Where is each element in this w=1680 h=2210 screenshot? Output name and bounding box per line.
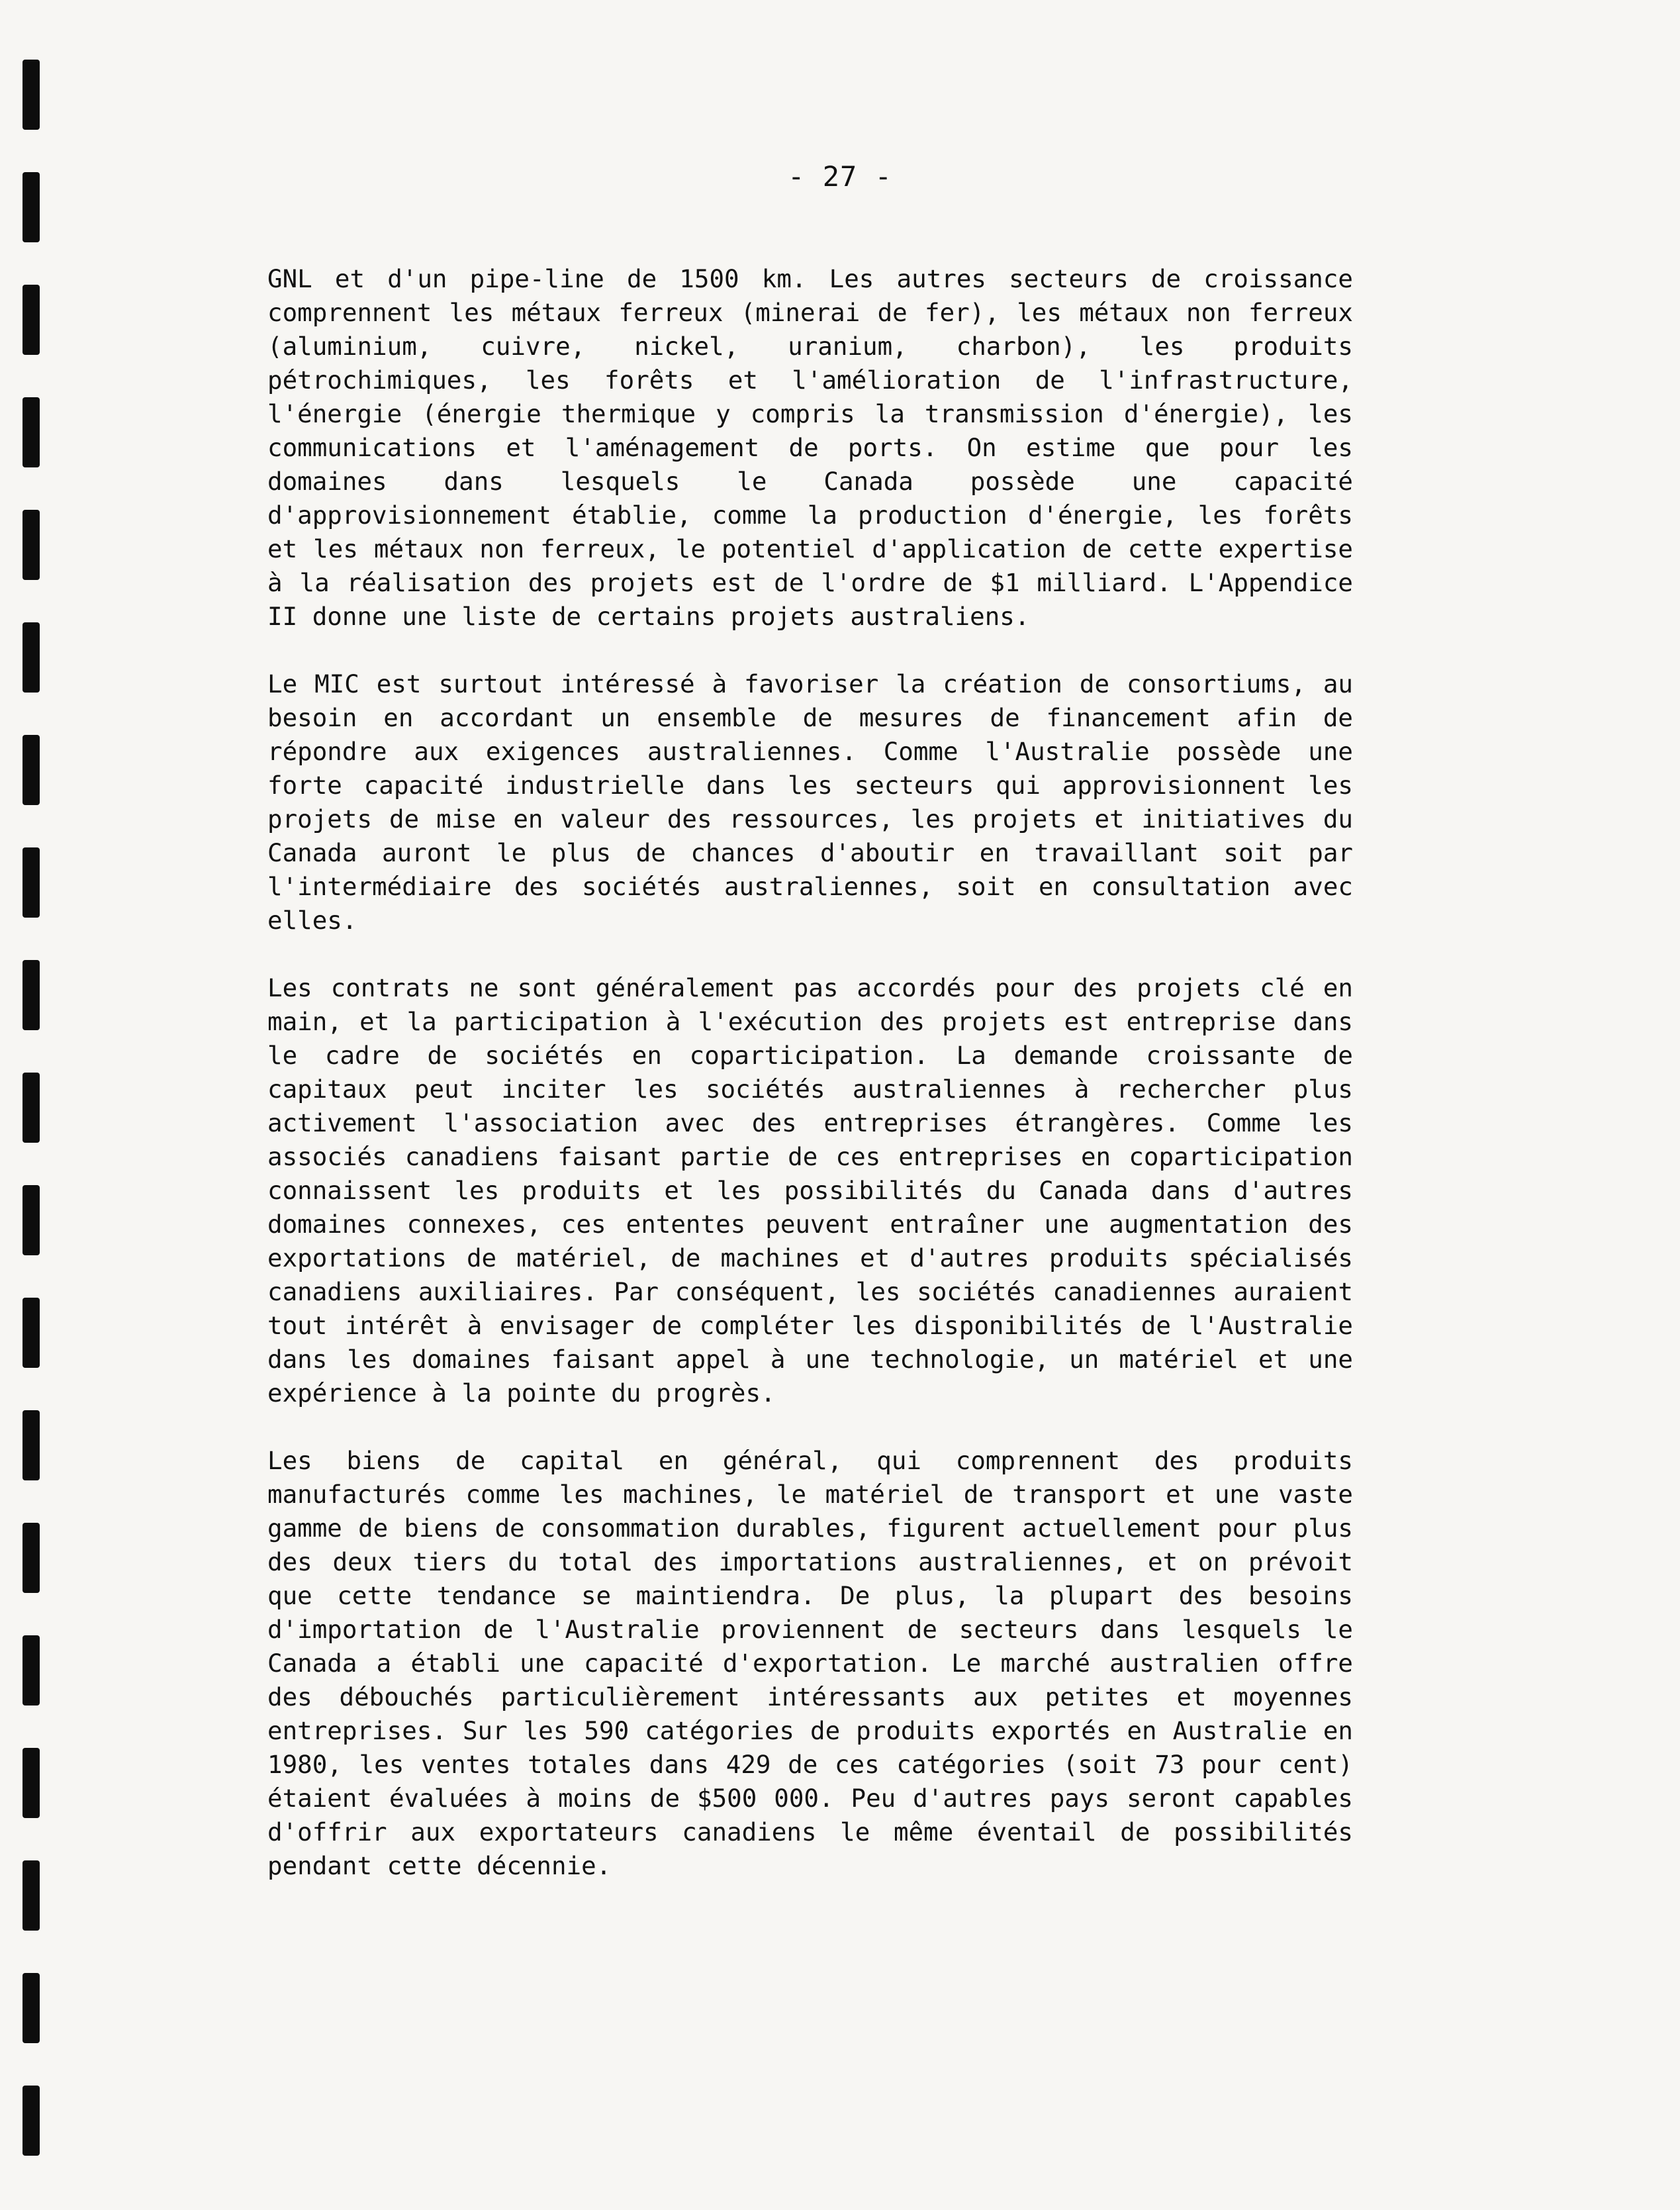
page-number: - 27 - xyxy=(788,160,892,193)
binding-hole xyxy=(23,1073,40,1143)
binding-hole xyxy=(23,847,40,918)
document-body xyxy=(267,262,1353,1883)
paragraph-mic-consortiums: Le MIC est surtout intéressé à favoriser la création de consortiums, au besoin en accordant un ensemble de mesures de financement afin de répondre aux exigences australiennes. Comme l'Australie possède une forte capacité industrielle dans les secteurs qui approvisionnent les projets de mise en valeur des ressources, les projets et initiatives du Canada auront le plus de chances d'aboutir en travaillant soit par l'intermédiaire des sociétés australiennes, soit en consultation avec elles. xyxy=(267,669,1353,935)
binding-hole xyxy=(23,622,40,693)
paragraph-contracts: Les contrats ne sont généralement pas accordés pour des projets clé en main, et la participation à l'exécution des projets est entreprise dans le cadre de sociétés en coparticipation. La demande croissante de capitaux peut inciter les sociétés australiennes à rechercher plus activement l'association avec des entreprises étrangères. Comme les associés canadiens faisant partie de ces entreprises en coparticipation connaissent les produits et les possibilités du Canada dans d'autres domaines connexes, ces ententes peuvent entraîner une augmentation des exportations de matériel, de machines et d'autres produits spécialisés canadiens auxiliaires. Par conséquent, les sociétés canadiennes auraient tout intérêt à envisager de compléter les disponibilités de l'Australie dans les domaines faisant appel à une technologie, un matériel et une expérience à la pointe du progrès. xyxy=(267,973,1353,1408)
binding-hole xyxy=(23,735,40,805)
binding-hole xyxy=(23,1298,40,1368)
binding-hole xyxy=(23,960,40,1030)
binding-hole xyxy=(23,1523,40,1593)
binding-hole xyxy=(23,510,40,580)
binding-hole xyxy=(23,1410,40,1480)
binding-hole xyxy=(23,397,40,467)
binding-hole xyxy=(23,1973,40,2043)
paragraph-resource-sectors: GNL et d'un pipe-line de 1500 km. Les autres secteurs de croissance comprennent les métaux ferreux (minerai de fer), les métaux non ferreux (aluminium, cuivre, nickel, uranium, charbon), les produits pétrochimiques, les forêts et l'amélioration de l'infrastructure, l'énergie (énergie thermique y compris la transmission d'énergie), les communications et l'aménagement de ports. On estime que pour les domaines dans lesquels le Canada possède une capacité d'approvisionnement établie, comme la production d'énergie, les forêts et les métaux non ferreux, le potentiel d'application de cette expertise à la réalisation des projets est de l'ordre de $1 milliard. L'Appendice II donne une liste de certains projets australiens. xyxy=(267,264,1353,631)
paragraph-capital-goods: Les biens de capital en général, qui comprennent des produits manufacturés comme les machines, le matériel de transport et une vaste gamme de biens de consommation durables, figurent actuellement pour plus des deux tiers du total des importations australiennes, et on prévoit que cette tendance se maintiendra. De plus, la plupart des besoins d'importation de l'Australie proviennent de secteurs dans lesquels le Canada a établi une capacité d'exportation. Le marché australien offre des débouchés particulièrement intéressants aux petites et moyennes entreprises. Sur les 590 catégories de produits exportés en Australie en 1980, les ventes totales dans 429 de ces catégories (soit 73 pour cent) étaient évaluées à moins de $500 000. Peu d'autres pays seront capables d'offrir aux exportateurs canadiens le même éventail de possibilités pendant cette décennie. xyxy=(267,1446,1353,1880)
binding-hole xyxy=(23,1185,40,1255)
binding-hole xyxy=(23,2086,40,2156)
binding-hole xyxy=(23,60,40,130)
binding-hole xyxy=(23,1748,40,1818)
binding-hole xyxy=(23,1635,40,1706)
binding-holes xyxy=(23,46,42,2191)
binding-hole xyxy=(23,1860,40,1931)
binding-hole xyxy=(23,285,40,355)
